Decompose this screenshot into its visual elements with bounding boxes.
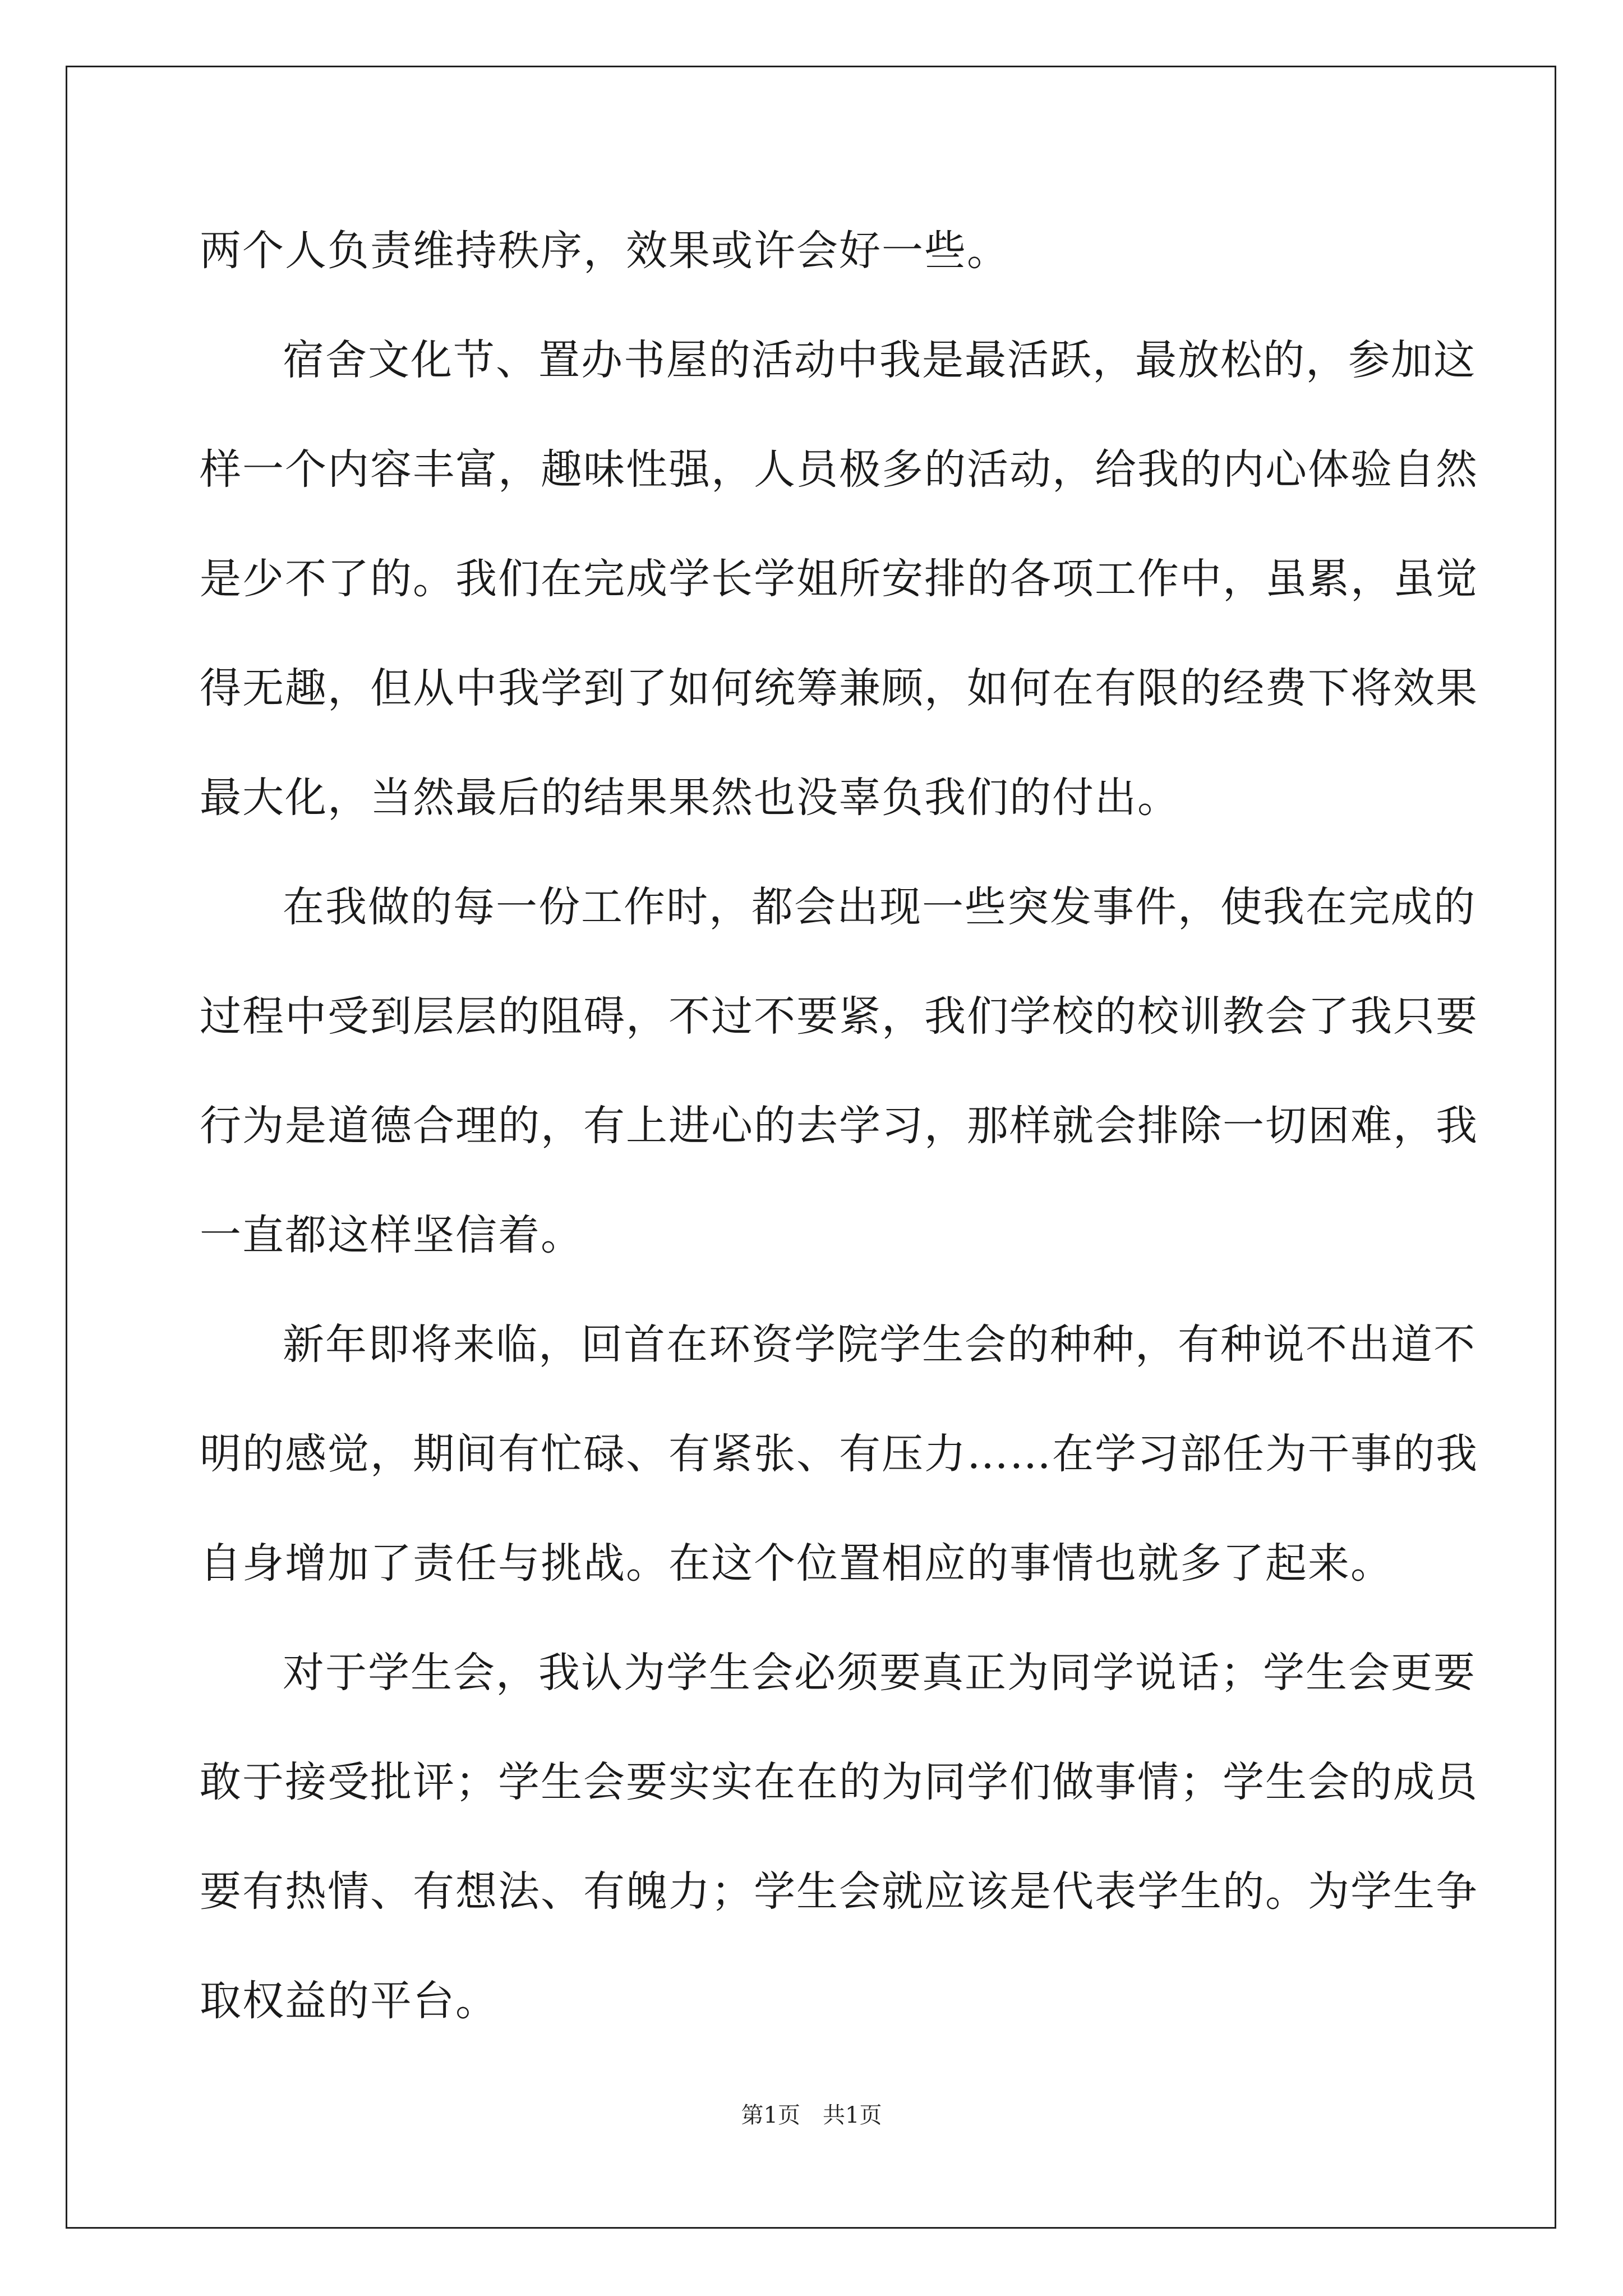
paragraph [200,1314,1478,1642]
text-line: 过程中受到层层的阻碍，不过不要紧，我们学校的校训教会了我只要 [200,992,1478,1041]
text-line: 最大化，当然最后的结果果然也没辜负我们的付出。 [200,774,1180,822]
paragraph [200,329,1478,876]
document-body [200,220,1478,2079]
page-number: 第1页 [741,2102,800,2128]
text-line: 一直都这样坚信着。 [200,1211,583,1259]
page-total: 共1页 [823,2102,882,2128]
text-line: 宿舍文化节、置办书屋的活动中我是最活跃，最放松的，参加这 [283,336,1476,384]
paragraph [200,1642,1478,2079]
text-line: 样一个内容丰富，趣味性强，人员极多的活动，给我的内心体验自然 [200,445,1478,494]
paragraph [200,220,1423,329]
paragraph [200,876,1478,1314]
text-line: 要有热情、有想法、有魄力；学生会就应该是代表学生的。为学生争 [200,1867,1478,1916]
text-line: 明的感觉，期间有忙碌、有紧张、有压力……在学习部任为干事的我 [200,1430,1478,1478]
text-line: 在我做的每一份工作时，都会出现一些突发事件，使我在完成的 [283,883,1476,931]
text-line: 新年即将来临，回首在环资学院学生会的种种，有种说不出道不 [283,1320,1476,1369]
text-line: 行为是道德合理的，有上进心的去学习，那样就会排除一切困难，我 [200,1102,1478,1150]
text-line: 对于学生会，我认为学生会必须要真正为同学说话；学生会更要 [283,1649,1476,1697]
page-footer [0,2101,1623,2129]
text-line: 是少不了的。我们在完成学长学姐所安排的各项工作中，虽累，虽觉 [200,555,1478,603]
text-line: 取权益的平台。 [200,1977,498,2025]
text-line: 敢于接受批评；学生会要实实在在的为同学们做事情；学生会的成员 [200,1758,1478,1806]
text-line: 两个人负责维持秩序，效果或许会好一些。 [200,227,1009,275]
text-line: 得无趣，但从中我学到了如何统筹兼顾，如何在有限的经费下将效果 [200,664,1478,712]
text-line: 自身增加了责任与挑战。在这个位置相应的事情也就多了起来。 [200,1539,1393,1588]
